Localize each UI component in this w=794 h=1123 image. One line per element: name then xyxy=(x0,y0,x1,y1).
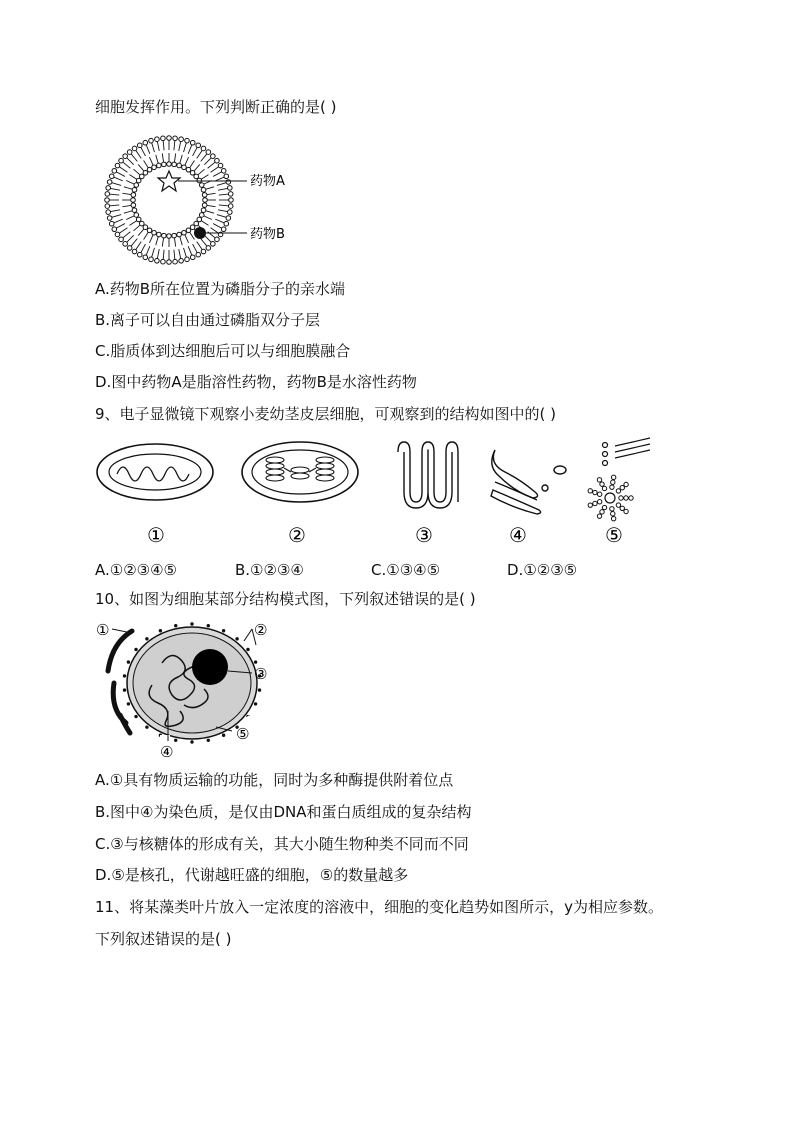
label-1: ① xyxy=(96,621,110,639)
q8-option-a: A.药物B所在位置为磷脂分子的亲水端 xyxy=(95,280,346,298)
q8-option-c: C.脂质体到达细胞后可以与细胞膜融合 xyxy=(95,342,351,360)
endoplasmic-reticulum-icon xyxy=(398,442,458,508)
q9-option-c: C.①③④⑤ xyxy=(371,561,441,579)
drug-a-star-icon xyxy=(158,171,180,191)
q9-stem: 9、电子显微镜下观察小麦幼茎皮层细胞，可观察到的结构如图中的( ) xyxy=(95,405,557,423)
label-5: ⑤ xyxy=(236,725,250,743)
q9-organelles-figure xyxy=(95,430,660,550)
q10-option-a: A.①具有物质运输的功能，同时为多种酶提供附着位点 xyxy=(95,771,454,789)
drug-a-label: 药物A xyxy=(250,174,285,189)
q8-option-b: B.离子可以自由通过磷脂双分子层 xyxy=(95,311,321,329)
centrosome-icon xyxy=(588,438,650,521)
q9-options-row xyxy=(95,560,577,580)
q8-stem-tail: 细胞发挥作用。下列判断正确的是( ) xyxy=(95,98,337,116)
q9-num-4: ④ xyxy=(509,523,527,547)
nucleolus xyxy=(192,649,228,685)
q11-stem-line2: 下列叙述错误的是( ) xyxy=(95,930,232,948)
label-2: ② xyxy=(254,621,268,639)
q9-num-5: ⑤ xyxy=(605,523,623,547)
q11-stem-line1: 11、将某藻类叶片放入一定浓度的溶液中，细胞的变化趋势如图所示，y为相应参数。 xyxy=(95,898,663,916)
q9-num-3: ③ xyxy=(415,523,433,547)
golgi-apparatus-icon xyxy=(491,450,566,514)
nucleus-figure xyxy=(92,615,292,760)
label-3: ③ xyxy=(254,665,268,683)
liposome-figure xyxy=(92,135,312,265)
q10-option-d: D.⑤是核孔，代谢越旺盛的细胞，⑤的数量越多 xyxy=(95,866,409,884)
q10-stem: 10、如图为细胞某部分结构模式图，下列叙述错误的是( ) xyxy=(95,590,476,608)
q10-option-b: B.图中④为染色质，是仅由DNA和蛋白质组成的复杂结构 xyxy=(95,803,472,821)
q8-option-d: D.图中药物A是脂溶性药物，药物B是水溶性药物 xyxy=(95,373,417,391)
drug-b-dot-icon xyxy=(194,227,206,239)
q9-option-a: A.①②③④⑤ xyxy=(95,561,178,579)
drug-b-label: 药物B xyxy=(250,227,285,242)
q9-num-1: ① xyxy=(147,523,165,547)
mitochondrion-icon xyxy=(97,444,213,500)
q10-option-c: C.③与核糖体的形成有关，其大小随生物种类不同而不同 xyxy=(95,835,469,853)
phospholipid-bilayer xyxy=(105,136,234,265)
chloroplast-icon xyxy=(242,442,358,502)
q9-option-d: D.①②③⑤ xyxy=(507,561,578,579)
q9-option-b: B.①②③④ xyxy=(235,561,304,579)
label-4: ④ xyxy=(160,743,174,760)
q9-num-2: ② xyxy=(288,523,306,547)
